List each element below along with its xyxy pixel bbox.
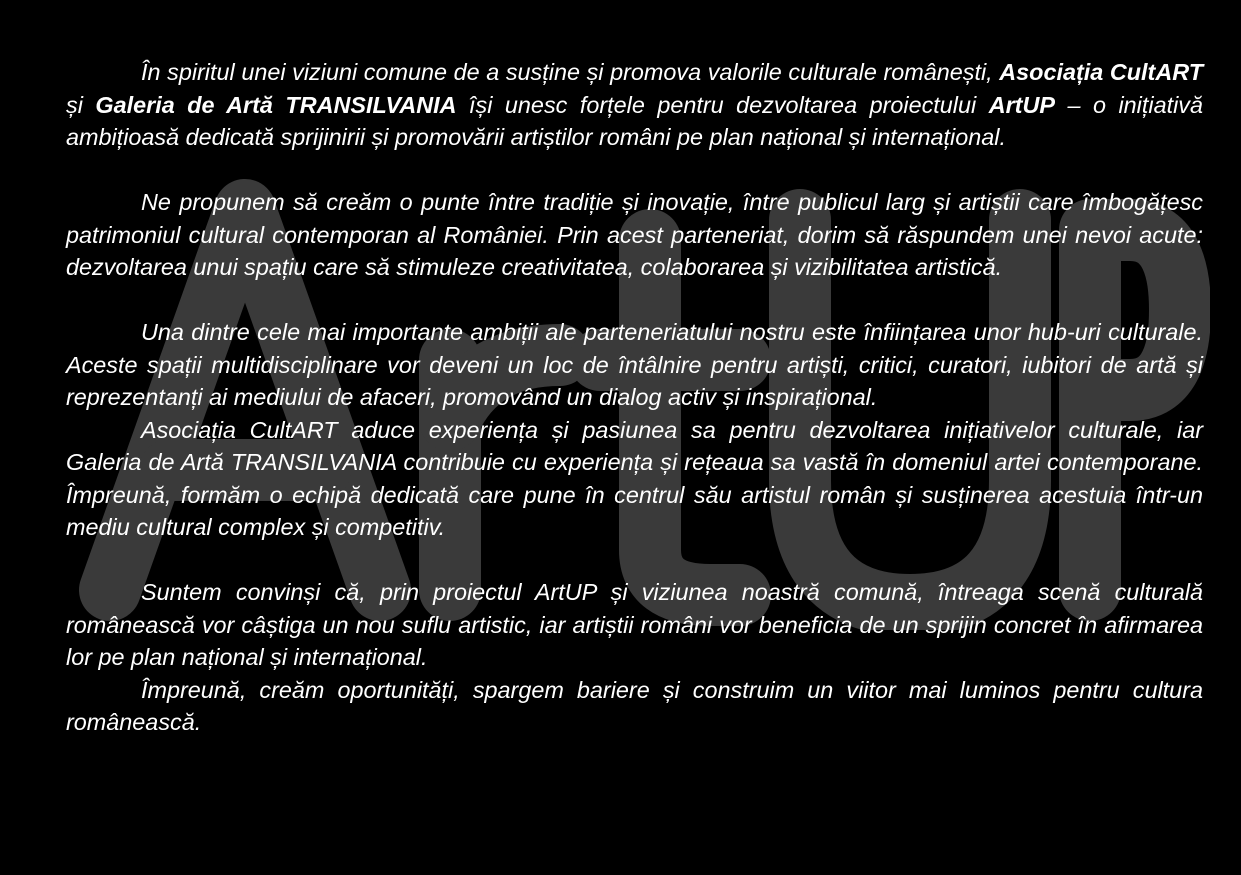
paragraph-intro-text-1: În spiritul unei viziuni comune de a susține și promova valorile culturale românești, <box>141 59 1000 85</box>
paragraph-intro <box>66 56 1203 154</box>
paragraph-intro-text-2: și <box>66 91 96 118</box>
paragraph-intro-text-3: își unesc forțele pentru dezvoltarea proiectului <box>456 91 989 118</box>
bold-galeria-transilvania: Galeria de Artă TRANSILVANIA <box>95 91 457 118</box>
document-body <box>66 56 1203 739</box>
paragraph-conviction: Suntem convinși că, prin proiectul ArtUP și viziunea noastră comună, întreaga scenă culturală românească vor câștiga un nou suflu artistic, iar artiștii români vor beneficia de un sprijin concret în afirmarea lor pe plan național și internațional. <box>66 579 1203 670</box>
paragraph-intro-text-4: – o inițiativă ambițioasă dedicată sprijinirii și promovării artiștilor români pe plan național și internațional. <box>66 91 1203 150</box>
paragraph-mission: Ne propunem să creăm o punte între tradiție și inovație, între publicul larg și artiștii care îmbogățesc patrimoniul cultural contemporan al României. Prin acest parteneriat, dorim să răspundem unei nevoi acute: dezvoltarea unui spațiu care să stimuleze creativitatea, colaborarea și vizibilitatea artistică. <box>66 189 1203 280</box>
paragraph-partners: Asociația CultART aduce experiența și pasiunea sa pentru dezvoltarea inițiativelor culturale, iar Galeria de Artă TRANSILVANIA contribuie cu experiența și rețeaua sa vastă în domeniul artei contemporane. Împreună, formăm o echipă dedicată care pune în centrul său artistul român și susținerea acestuia într-un mediu cultural complex și competitiv. <box>66 416 1203 540</box>
bold-asociatia-cultart: Asociația CultART <box>999 59 1203 85</box>
bold-artup: ArtUP <box>988 91 1055 118</box>
paragraph-closing: Împreună, creăm oportunități, spargem bariere și construim un viitor mai luminos pentru cultura românească. <box>66 676 1203 735</box>
paragraph-hubs: Una dintre cele mai importante ambiții ale parteneriatului nostru este înființarea unor hub-uri culturale. Aceste spații multidisciplinare vor deveni un loc de întâlnire pentru artiști, critici, curatori, iubitori de artă și reprezentanți ai mediului de afaceri, promovând un dialog activ și inspirațional. <box>66 319 1203 410</box>
